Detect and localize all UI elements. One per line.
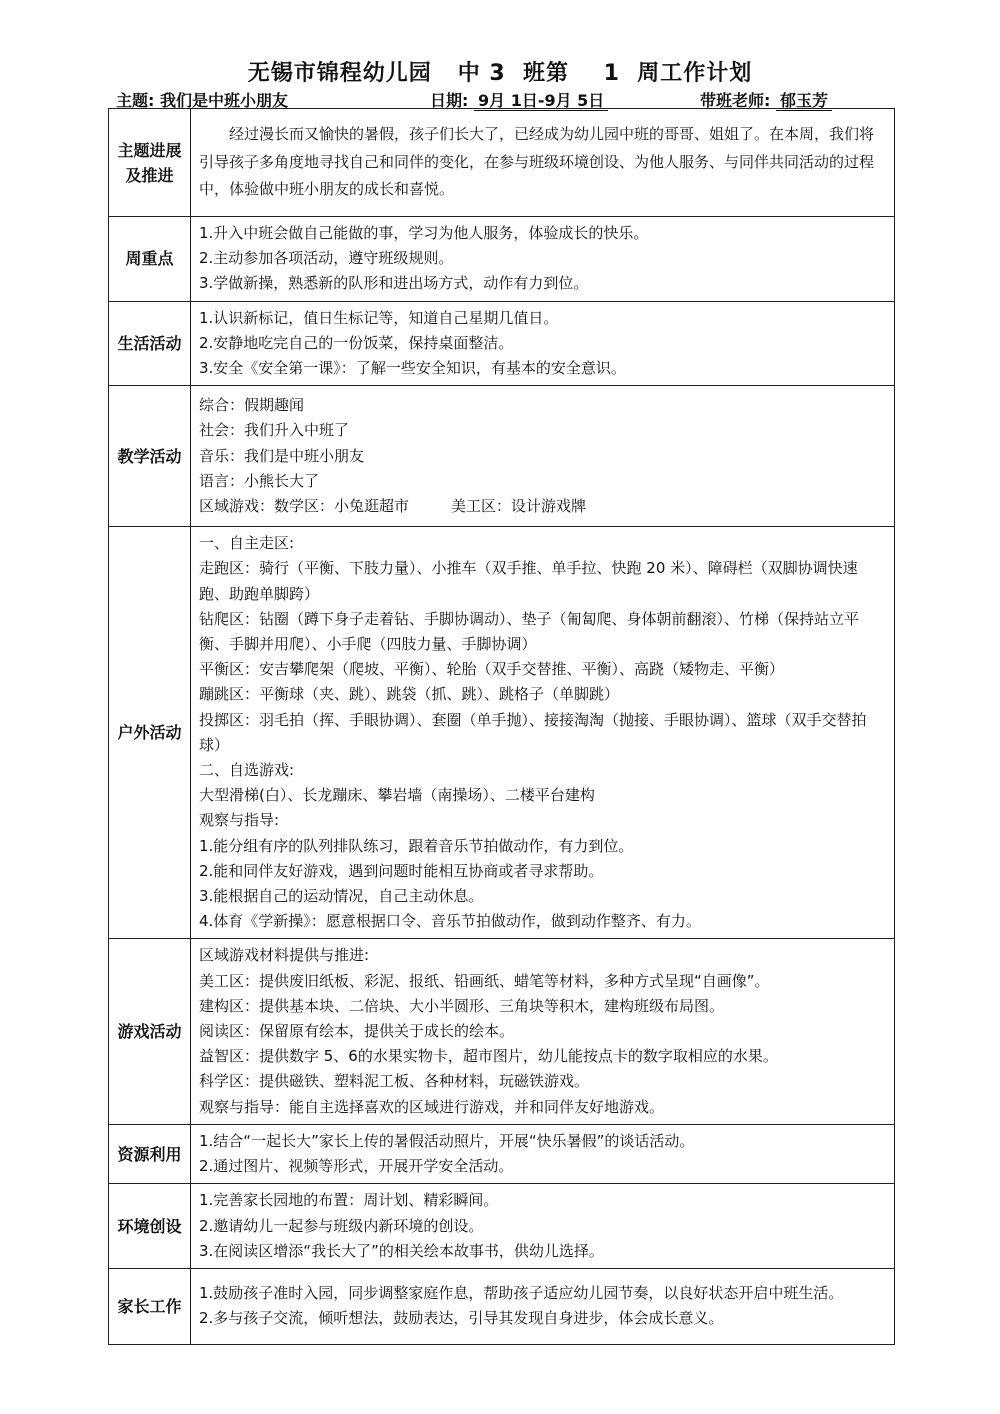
- content-environment: [191, 1184, 895, 1269]
- list-item: 钻爬区：钻圈（蹲下身子走着钻、手脚协调动）、垫子（匍匐爬、身体朝前翻滚）、竹梯（保持站立平衡、手脚并用爬）、小手爬（四肢力量、手脚协调）: [199, 609, 860, 654]
- list-item: 3.能根据自己的运动情况，自己主动休息。: [199, 887, 484, 906]
- art-zone-text: 美工区：设计游戏牌: [451, 497, 587, 516]
- label-game-activities: 游戏活动: [109, 939, 191, 1124]
- label-theme-progress: 主题进展及推进: [109, 109, 191, 217]
- list-item: 社会：我们升入中班了: [199, 421, 350, 440]
- teacher-label: 带班老师:: [700, 91, 771, 110]
- date-label: 日期:: [430, 91, 469, 110]
- row-resource-use: [109, 1124, 895, 1183]
- list-item: 一、自主走区:: [199, 534, 295, 553]
- list-item: 综合：假期趣闻: [199, 396, 305, 415]
- list-item: 蹦跳区：平衡球（夹、跳）、跳袋（抓、跳）、跳格子（单脚跳）: [199, 685, 620, 704]
- theme-value: 我们是中班小朋友: [159, 91, 288, 110]
- content-life-activities: [191, 301, 895, 386]
- label-life-activities: 生活活动: [109, 301, 191, 386]
- label-outdoor-activities: 户外活动: [109, 527, 191, 939]
- weekly-plan-table: [108, 108, 895, 1345]
- list-item: 1.能分组有序的队列排队练习，跟着音乐节拍做动作，有力到位。: [199, 836, 634, 855]
- list-item: [199, 494, 886, 519]
- row-outdoor-activities: [109, 527, 895, 939]
- list-item: 益智区：提供数字 5、6的水果实物卡，超市图片，幼儿能按点卡的数字取相应的水果。: [199, 1047, 778, 1066]
- content-outdoor-activities: [191, 527, 895, 939]
- row-teaching-activities: [109, 386, 895, 527]
- list-item: 3.安全《安全第一课》：了解一些安全知识，有基本的安全意识。: [199, 359, 626, 378]
- list-item: 二、自选游戏:: [199, 761, 295, 780]
- list-item: 区域游戏材料提供与推进:: [199, 946, 370, 965]
- list-item: 2.能和同伴友好游戏，遇到问题时能相互协商或者寻求帮助。: [199, 861, 604, 880]
- content-teaching-activities: [191, 386, 895, 527]
- content-parent-work: [191, 1268, 895, 1344]
- label-teaching-activities: 教学活动: [109, 386, 191, 527]
- list-item: 语言：小熊长大了: [199, 471, 320, 490]
- row-theme-progress: [109, 109, 895, 217]
- list-item: 走跑区：骑行（平衡、下肢力量）、小推车（双手推、单手拉、快跑 20 米）、障碍栏（双脚协调快速跑、助跑单脚跨）: [199, 559, 858, 603]
- list-item: 1.认识新标记，值日生标记等，知道自己星期几值日。: [199, 308, 559, 327]
- row-life-activities: [109, 301, 895, 386]
- list-item: 大型滑梯(白）、长龙蹦床、攀岩墙（南操场）、二楼平台建构: [199, 786, 595, 805]
- list-item: 2.主动参加各项活动，遵守班级规则。: [199, 249, 454, 268]
- area-game-text: 区域游戏：数学区：小兔逛超市: [199, 497, 410, 516]
- theme-label: 主题:: [116, 91, 155, 110]
- list-item: 观察与指导：能自主选择喜欢的区域进行游戏，并和同伴友好地游戏。: [199, 1097, 665, 1116]
- list-item: 投掷区：羽毛拍（挥、手眼协调）、套圈（单手抛）、接接淘淘（抛接、手眼协调）、篮球（双手交替拍球）: [199, 710, 867, 754]
- page-title: 无锡市锦程幼儿园 中 3 班第 1 周工作计划: [247, 61, 753, 86]
- list-item: 音乐：我们是中班小朋友: [199, 446, 365, 465]
- content-weekly-focus: [191, 217, 895, 302]
- list-item: 建构区：提供基本块、二倍块、大小半圆形、三角块等积木，建构班级布局图。: [199, 996, 725, 1015]
- list-item: 3.学做新操，熟悉新的队形和进出场方式，动作有力到位。: [199, 274, 589, 293]
- list-item: 1.鼓励孩子准时入园，同步调整家庭作息，帮助孩子适应幼儿园节奏，以良好状态开启中班生活。: [199, 1284, 844, 1303]
- label-resource-use: 资源利用: [109, 1124, 191, 1183]
- list-item: 2.通过图片、视频等形式，开展开学安全活动。: [199, 1157, 514, 1176]
- row-game-activities: [109, 939, 895, 1124]
- content-game-activities: [191, 939, 895, 1124]
- row-environment: [109, 1184, 895, 1269]
- list-item: 1.结合“一起长大”家长上传的暑假活动照片，开展“快乐暑假”的谈话活动。: [199, 1131, 695, 1150]
- list-item: 科学区：提供磁铁、塑料泥工板、各种材料，玩磁铁游戏。: [199, 1072, 590, 1091]
- list-item: 3.在阅读区增添“我长大了”的相关绘本故事书，供幼儿选择。: [199, 1241, 604, 1260]
- list-item: 1.完善家长园地的布置：周计划、精彩瞬间。: [199, 1191, 499, 1210]
- content-theme-progress: [191, 109, 895, 217]
- row-parent-work: [109, 1268, 895, 1344]
- list-item: 2.多与孩子交流，倾听想法，鼓励表达，引导其发现自身进步，体会成长意义。: [199, 1309, 724, 1328]
- label-weekly-focus: 周重点: [109, 217, 191, 302]
- list-item: 2.安静地吃完自己的一份饭菜，保持桌面整洁。: [199, 333, 514, 352]
- list-item: 阅读区：保留原有绘本，提供关于成长的绘本。: [199, 1022, 515, 1041]
- date-value: 9月 1日-9月 5日: [474, 91, 608, 111]
- label-parent-work: 家长工作: [109, 1268, 191, 1344]
- row-weekly-focus: [109, 217, 895, 302]
- list-item: 观察与指导:: [199, 811, 280, 830]
- list-item: 1.升入中班会做自己能做的事，学习为他人服务，体验成长的快乐。: [199, 224, 649, 242]
- theme-progress-text: 经过漫长而又愉快的暑假，孩子们长大了，已经成为幼儿园中班的哥哥、姐姐了。在本周，我们将引导孩子多角度地寻找自己和同伴的变化，在参与班级环境创设、为他人服务、与同伴共同活动的过程中，体验做中班小朋友的成长和喜悦。: [199, 125, 875, 199]
- list-item: 平衡区：安吉攀爬架（爬坡、平衡）、轮胎（双手交替推、平衡）、高跷（矮物走、平衡）: [199, 660, 785, 679]
- content-resource-use: [191, 1124, 895, 1183]
- teacher-value: 郁玉芳: [776, 91, 832, 111]
- label-environment: 环境创设: [109, 1184, 191, 1269]
- list-item: 2.邀请幼儿一起参与班级内新环境的创设。: [199, 1216, 484, 1235]
- list-item: 美工区：提供废旧纸板、彩泥、报纸、铅画纸、蜡笔等材料，多种方式呈现“自画像”。: [199, 971, 770, 990]
- list-item: 4.体育《学新操》：愿意根据口令、音乐节拍做动作，做到动作整齐、有力。: [199, 912, 701, 931]
